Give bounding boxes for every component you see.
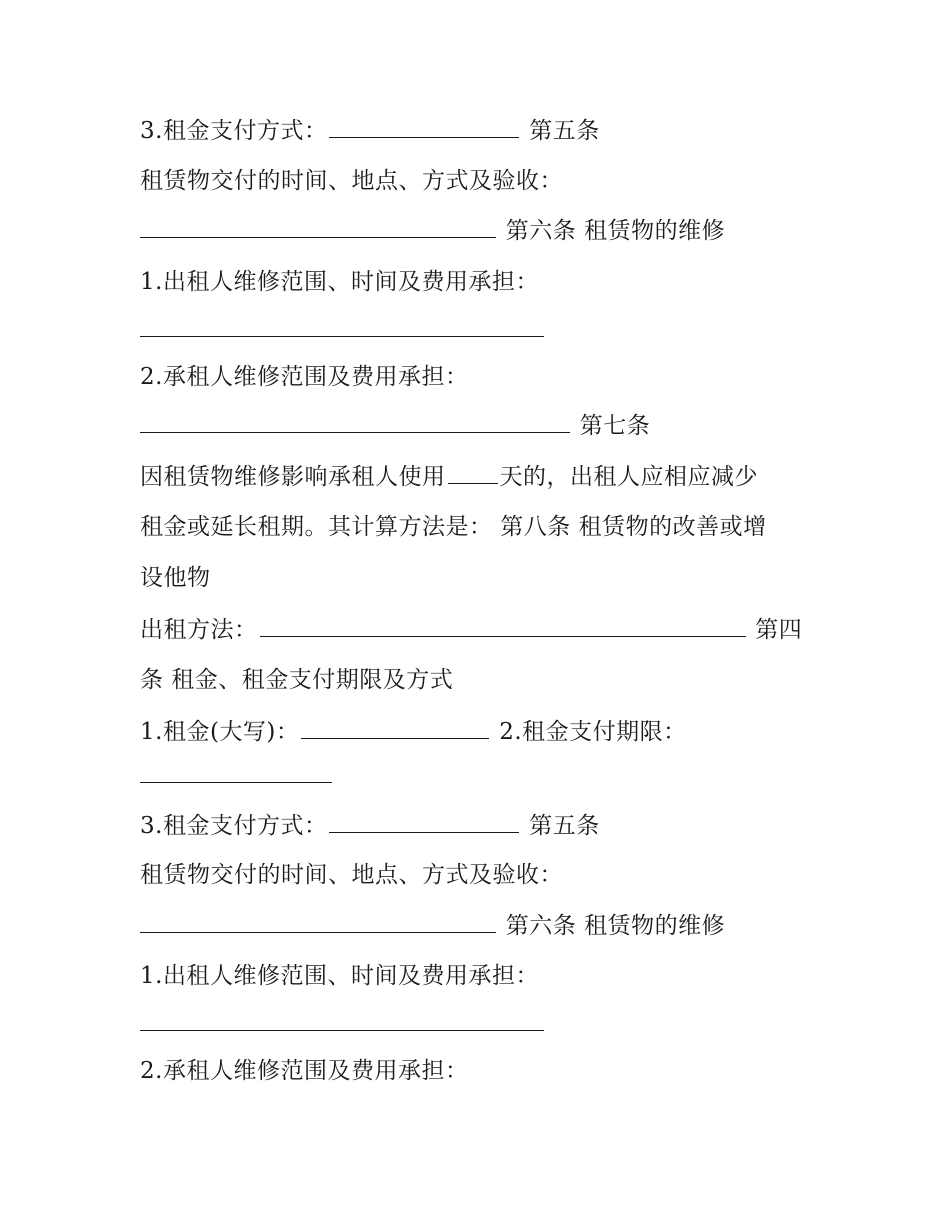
line-text: 第六条 租赁物的维修 bbox=[498, 218, 726, 244]
line-text: 第五条 bbox=[521, 813, 600, 839]
text-line bbox=[140, 166, 563, 196]
text-line bbox=[140, 665, 453, 695]
line-text: 1.出租人维修范围、时间及费用承担： bbox=[140, 963, 539, 989]
line-text: 2.承租人维修范围及费用承担： bbox=[140, 1058, 469, 1084]
line-text: 租金或延长租期。其计算方法是： 第八条 租赁物的改善或增 bbox=[140, 514, 767, 540]
fill-in-blank bbox=[140, 910, 496, 933]
text-line bbox=[140, 115, 600, 146]
line-text: 2.租金支付期限： bbox=[491, 719, 687, 745]
line-text: 第四 bbox=[747, 617, 803, 643]
fill-in-blank bbox=[140, 410, 570, 433]
line-text: 租赁物交付的时间、地点、方式及验收： bbox=[140, 168, 563, 194]
line-text: 租赁物交付的时间、地点、方式及验收： bbox=[140, 862, 563, 888]
text-line bbox=[140, 410, 650, 441]
line-text: 3.租金支付方式： bbox=[140, 118, 328, 144]
text-line bbox=[140, 1008, 546, 1039]
fill-in-blank bbox=[260, 614, 746, 637]
line-text: 2.承租人维修范围及费用承担： bbox=[140, 364, 469, 390]
line-text: 因租赁物维修影响承租人使用 bbox=[140, 464, 446, 490]
line-text: 1.出租人维修范围、时间及费用承担： bbox=[140, 269, 539, 295]
text-line bbox=[140, 314, 546, 345]
line-text: 天的，出租人应相应减少 bbox=[499, 464, 758, 490]
text-line bbox=[140, 215, 725, 246]
text-line bbox=[140, 760, 334, 791]
text-line bbox=[140, 961, 539, 991]
line-text: 1.租金(大写)： bbox=[140, 719, 300, 745]
fill-in-blank bbox=[448, 461, 498, 484]
fill-in-blank bbox=[329, 810, 519, 833]
line-text: 条 租金、租金支付期限及方式 bbox=[140, 667, 454, 693]
text-line bbox=[140, 461, 758, 492]
text-line bbox=[140, 716, 687, 747]
fill-in-blank bbox=[301, 716, 489, 739]
line-text: 第五条 bbox=[521, 118, 600, 144]
line-text: 第六条 租赁物的维修 bbox=[498, 913, 726, 939]
fill-in-blank bbox=[140, 760, 332, 783]
text-line bbox=[140, 362, 468, 392]
line-text: 设他物 bbox=[140, 565, 211, 591]
line-text: 出租方法： bbox=[140, 617, 258, 643]
fill-in-blank bbox=[140, 1008, 544, 1031]
text-line bbox=[140, 614, 802, 645]
text-line bbox=[140, 563, 211, 593]
fill-in-blank bbox=[140, 314, 544, 337]
line-text: 第七条 bbox=[572, 413, 651, 439]
text-line bbox=[140, 1056, 468, 1086]
text-line bbox=[140, 810, 600, 841]
text-line bbox=[140, 860, 563, 890]
text-line bbox=[140, 910, 725, 941]
fill-in-blank bbox=[329, 115, 519, 138]
text-line bbox=[140, 512, 767, 542]
text-line bbox=[140, 267, 539, 297]
fill-in-blank bbox=[140, 215, 496, 238]
line-text: 3.租金支付方式： bbox=[140, 813, 328, 839]
